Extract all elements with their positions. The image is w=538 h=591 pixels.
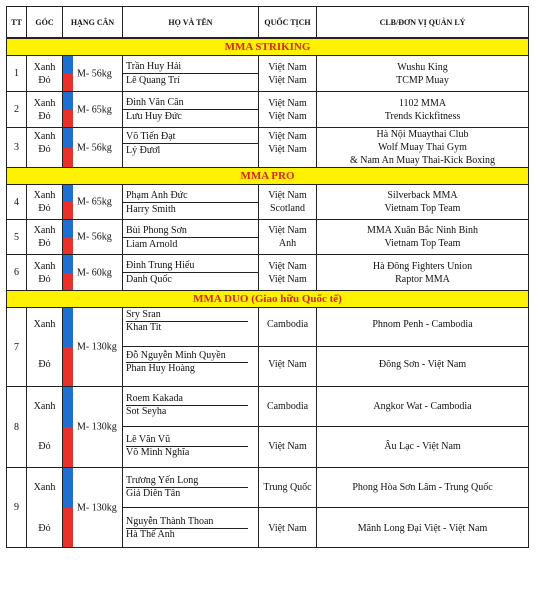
red-fighter-country: Anh [278, 238, 297, 249]
red-corner-bar [63, 273, 73, 291]
fighter-countries [259, 185, 317, 220]
section-row-striking [7, 38, 529, 56]
fighter-names [123, 128, 259, 168]
blue-team-country: Cambodia [266, 401, 309, 412]
blue-corner-bar [63, 128, 73, 148]
red-corner-label: Đỏ [38, 238, 51, 249]
weight-class: M- 65kg [77, 196, 112, 208]
red-corner-label: Đỏ [38, 359, 51, 370]
weight-class: M- 56kg [77, 231, 112, 243]
blue-fighter-country: Việt Nam [268, 225, 307, 236]
corner-labels [27, 468, 63, 548]
red-fighter-club: Vietnam Top Team [384, 203, 461, 214]
header-club: CLB/ĐƠN VỊ QUẢN LÝ [317, 7, 529, 39]
bout-row [7, 92, 529, 128]
blue-team-club: Phnom Penh - Cambodia [372, 319, 473, 330]
blue-fighter-name: Phạm Anh Đức [123, 189, 258, 203]
team-clubs [317, 387, 529, 468]
duo-bout-row [7, 387, 529, 468]
red-fighter-club: Wolf Muay Thai Gym [378, 142, 467, 153]
team-divider [123, 507, 258, 508]
red-fighter-country: Việt Nam [268, 110, 307, 122]
weight-class-cell [63, 128, 123, 168]
header-name: HỌ VÀ TÊN [123, 7, 259, 39]
blue-fighter-name: Đinh Trung Hiếu [123, 259, 258, 273]
fighter-countries [259, 56, 317, 92]
red-team-member: Nguyễn Thành Thoan [126, 516, 248, 529]
header-row [7, 7, 529, 39]
corner-labels [27, 128, 63, 168]
weight-class: M- 130kg [77, 502, 117, 513]
blue-fighter-country: Việt Nam [268, 190, 307, 201]
fighter-clubs [317, 255, 529, 291]
blue-fighter-name: Đinh Văn Cân [123, 96, 258, 110]
red-corner-label: Đỏ [38, 273, 51, 285]
red-team-club: Đông Sơn - Việt Nam [378, 359, 467, 370]
blue-fighter-club: Hà Nội Muaythai Club [376, 129, 469, 140]
duo-bout-row [7, 308, 529, 387]
header-corner: GÓC [27, 7, 63, 39]
fighter-clubs [317, 220, 529, 255]
weight-class: M- 60kg [77, 267, 112, 278]
red-fighter-club: Vietnam Top Team [384, 238, 461, 249]
blue-fighter-name: Võ Tiến Đạt [123, 130, 258, 144]
bout-number: 2 [7, 92, 27, 128]
fighter-countries [259, 220, 317, 255]
weight-class: M- 130kg [77, 341, 117, 353]
duo-bout-row [7, 468, 529, 548]
red-fighter-name: Lưu Huy Đức [126, 111, 182, 122]
red-team-country: Việt Nam [268, 441, 307, 452]
blue-corner-label: Xanh [33, 190, 56, 201]
corner-labels [27, 255, 63, 291]
header-country: QUỐC TỊCH [259, 7, 317, 39]
bout-row [7, 128, 529, 168]
blue-corner-bar [63, 56, 73, 74]
corner-labels [27, 92, 63, 128]
red-team-member: Đỗ Nguyễn Minh Quyền [126, 350, 248, 363]
team-divider [259, 346, 316, 347]
section-row-duo [7, 291, 529, 308]
fighter-names [123, 56, 259, 92]
weight-class-cell [63, 255, 123, 291]
bout-row [7, 56, 529, 92]
blue-corner-label: Xanh [33, 131, 56, 142]
blue-corner-label: Xanh [33, 97, 56, 109]
blue-corner-label: Xanh [33, 319, 56, 330]
blue-team-country: Cambodia [266, 319, 309, 330]
team-divider [317, 507, 528, 508]
red-corner-bar [63, 148, 73, 168]
red-fighter-name: Lê Quang Trí [126, 75, 180, 86]
bout-number: 1 [7, 56, 27, 92]
blue-fighter-name: Trần Huy Hải [123, 60, 258, 74]
team-countries [259, 468, 317, 548]
red-team-club: Mãnh Long Đại Việt - Việt Nam [357, 523, 488, 534]
red-corner-label: Đỏ [38, 523, 51, 534]
blue-fighter-country: Việt Nam [268, 260, 307, 272]
blue-fighter-country: Việt Nam [268, 97, 307, 109]
team-divider [123, 426, 258, 427]
red-fighter-country: Việt Nam [268, 144, 307, 155]
bout-row [7, 185, 529, 220]
team-names [123, 308, 259, 387]
blue-team-member: Khan Tit [126, 322, 162, 333]
red-corner-label: Đỏ [38, 203, 51, 214]
blue-team-country: Trung Quốc [263, 482, 312, 493]
red-team-club: Âu Lạc - Việt Nam [384, 441, 461, 452]
blue-team-member: Giả Diên Tân [126, 488, 181, 499]
red-corner-bar [63, 202, 73, 219]
blue-corner-bar [63, 185, 73, 202]
fighter-countries [259, 92, 317, 128]
red-fighter-club: TCMP Muay [396, 74, 449, 86]
red-team-country: Việt Nam [268, 523, 307, 534]
weight-class-cell [63, 56, 123, 92]
header-tt: TT [7, 7, 27, 39]
team-divider [123, 346, 258, 347]
blue-corner-bar [63, 387, 73, 427]
blue-team-club: Angkor Wat - Cambodia [373, 401, 472, 412]
section-title-pro: MMA PRO [7, 168, 529, 185]
weight-class: M- 65kg [77, 104, 112, 115]
blue-corner-bar [63, 220, 73, 237]
blue-team-member: Sry Sran [126, 309, 248, 322]
blue-team-member: Trương Yến Long [126, 475, 248, 488]
blue-corner-bar [63, 468, 73, 508]
blue-fighter-club: MMA Xuân Bắc Ninh Bình [366, 225, 479, 236]
red-fighter-club: Raptor MMA [395, 273, 450, 285]
team-names [123, 468, 259, 548]
weight-class-cell [63, 468, 123, 548]
corner-labels [27, 308, 63, 387]
fighter-clubs [317, 92, 529, 128]
red-corner-bar [63, 427, 73, 467]
red-fighter-club-line-2: & Nam An Muay Thai-Kick Boxing [349, 155, 496, 166]
blue-corner-label: Xanh [33, 260, 56, 272]
weight-class-cell [63, 92, 123, 128]
team-divider [259, 507, 316, 508]
team-countries [259, 387, 317, 468]
red-team-member: Phan Huy Hoàng [126, 363, 195, 374]
red-corner-bar [63, 347, 73, 386]
fighter-clubs [317, 185, 529, 220]
red-corner-label: Đỏ [38, 110, 51, 122]
fighter-names [123, 255, 259, 291]
bout-number: 8 [7, 387, 27, 468]
bout-row [7, 255, 529, 291]
fighter-countries [259, 255, 317, 291]
team-divider [259, 426, 316, 427]
bout-number: 5 [7, 220, 27, 255]
red-fighter-name: Harry Smith [126, 203, 176, 215]
section-row-pro [7, 168, 529, 185]
team-clubs [317, 468, 529, 548]
weight-class-cell [63, 387, 123, 468]
blue-corner-label: Xanh [33, 225, 56, 236]
team-divider [317, 346, 528, 347]
red-team-member: Lê Văn Vũ [126, 434, 248, 447]
fighter-clubs [317, 56, 529, 92]
red-fighter-country: Scotland [270, 203, 305, 214]
blue-fighter-club: Hà Đông Fighters Union [372, 260, 473, 272]
red-corner-label: Đỏ [38, 441, 51, 452]
blue-team-club: Phong Hòa Sơn Lâm - Trung Quốc [352, 482, 493, 493]
corner-labels [27, 185, 63, 220]
section-title-duo: MMA DUO (Giao hữu Quốc tế) [7, 291, 529, 308]
bout-number: 4 [7, 185, 27, 220]
weight-class: M- 130kg [77, 421, 117, 433]
bout-number: 3 [7, 128, 27, 168]
blue-fighter-club: Wushu King [397, 61, 448, 73]
red-team-member: Hà Thế Anh [126, 529, 175, 540]
red-fighter-name: Liam Arnold [126, 238, 178, 250]
fighter-countries [259, 128, 317, 168]
blue-corner-label: Xanh [33, 482, 56, 493]
red-corner-bar [63, 508, 73, 548]
bout-number: 9 [7, 468, 27, 548]
blue-fighter-club: 1102 MMA [398, 97, 447, 109]
team-clubs [317, 308, 529, 387]
red-fighter-country: Việt Nam [268, 273, 307, 285]
blue-fighter-club: Silverback MMA [387, 190, 458, 201]
blue-corner-bar [63, 308, 73, 347]
blue-team-member: Sot Seyha [126, 406, 167, 417]
blue-corner-bar [63, 255, 73, 273]
corner-labels [27, 56, 63, 92]
red-corner-bar [63, 110, 73, 128]
weight-class-cell [63, 220, 123, 255]
header-weight: HẠNG CÂN [63, 7, 123, 39]
weight-class: M- 56kg [77, 68, 112, 79]
blue-corner-bar [63, 92, 73, 110]
red-team-country: Việt Nam [268, 359, 307, 370]
team-divider [317, 426, 528, 427]
corner-labels [27, 387, 63, 468]
weight-class-cell [63, 185, 123, 220]
red-fighter-club: Trends Kickfitness [384, 110, 461, 122]
red-fighter-country: Việt Nam [268, 74, 307, 86]
bout-number: 7 [7, 308, 27, 387]
red-fighter-name: Lý Đươl [126, 145, 161, 156]
blue-corner-label: Xanh [33, 61, 56, 73]
blue-corner-label: Xanh [33, 401, 56, 412]
bout-number: 6 [7, 255, 27, 291]
fighter-names [123, 185, 259, 220]
team-names [123, 387, 259, 468]
fighter-clubs [317, 128, 529, 168]
red-corner-label: Đỏ [38, 144, 51, 155]
weight-class-cell [63, 308, 123, 387]
red-corner-bar [63, 237, 73, 254]
fighter-names [123, 220, 259, 255]
red-corner-bar [63, 74, 73, 92]
red-fighter-name: Danh Quốc [126, 274, 172, 285]
team-countries [259, 308, 317, 387]
blue-team-member: Roem Kakada [126, 393, 248, 406]
fighter-names [123, 92, 259, 128]
red-corner-label: Đỏ [38, 74, 51, 86]
fight-card-table [6, 6, 529, 548]
corner-labels [27, 220, 63, 255]
section-title-striking: MMA STRIKING [7, 38, 529, 56]
blue-fighter-country: Việt Nam [268, 61, 307, 73]
red-team-member: Võ Minh Nghĩa [126, 447, 190, 458]
blue-fighter-country: Việt Nam [268, 131, 307, 142]
weight-class: M- 56kg [77, 142, 112, 153]
bout-row [7, 220, 529, 255]
blue-fighter-name: Bùi Phong Sơn [123, 224, 258, 238]
